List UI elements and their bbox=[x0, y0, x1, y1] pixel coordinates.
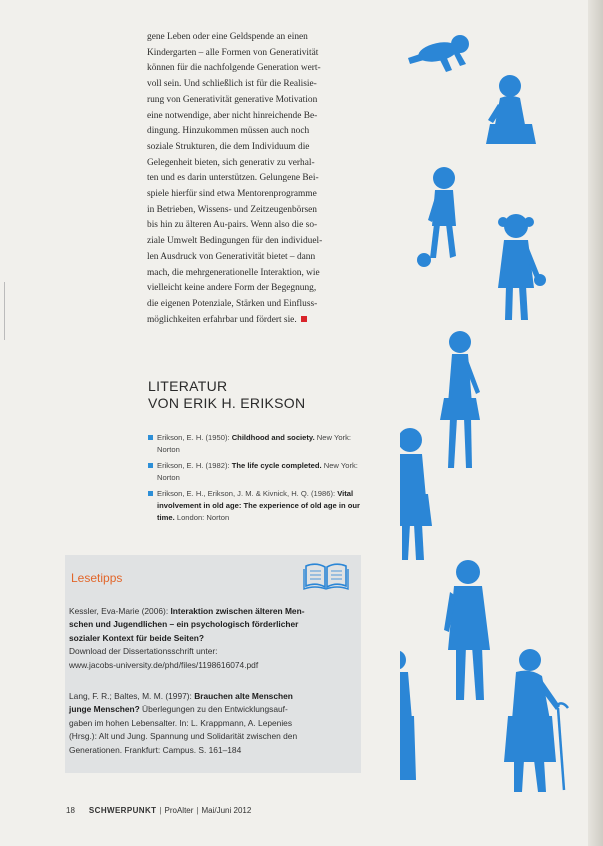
page-edge bbox=[588, 0, 603, 846]
tip-line: Generationen. Frankfurt: Campus. S. 161–184 bbox=[69, 744, 242, 755]
body-line: ten und es darin unterstützen. Gelungene Bei- bbox=[147, 173, 319, 184]
magazine-name: ProAlter bbox=[164, 806, 194, 815]
reference-title: Vital involvement in old age: The experience of old age in our time. bbox=[157, 489, 360, 522]
reference-list bbox=[148, 432, 360, 528]
footer-separator: | bbox=[159, 806, 162, 815]
body-line: voll sein. Und schließlich ist für die Realisie- bbox=[147, 79, 317, 90]
tip-line bbox=[69, 605, 359, 618]
article-body bbox=[147, 30, 359, 328]
body-line: Kindergarten – alle Formen von Generativität bbox=[147, 47, 319, 58]
body-line: dingung. Hinzukommen müssen auch noch bbox=[147, 126, 310, 137]
girl-figure bbox=[498, 214, 546, 320]
body-line: können für die nachfolgende Generation wert- bbox=[147, 63, 321, 74]
body-line: bis hin zu älteren Au-pairs. Wenn also die so- bbox=[147, 220, 318, 231]
tip-line bbox=[69, 703, 359, 716]
tip-line: gaben im hohen Lebensalter. In: L. Krappmann, A. Lepenies bbox=[69, 717, 293, 728]
tip-line: (Hrsg.): Alt und Jung. Spannung und Solidarität zwischen den bbox=[69, 731, 298, 742]
footer-separator: | bbox=[196, 806, 199, 815]
reading-tips-heading: Lesetipps bbox=[71, 571, 123, 585]
open-book-icon bbox=[302, 561, 350, 591]
body-line: gene Leben oder eine Geldspende an einen bbox=[147, 32, 308, 42]
body-line: rung von Generativität generative Motivation bbox=[147, 94, 318, 105]
reference-publisher: New York: Norton bbox=[157, 433, 351, 454]
body-line: die eigenen Potenziale, Stärken und Einfluss- bbox=[147, 298, 318, 309]
tip-title-line: schen und Jugendlichen – ein psychologisch förderlicher bbox=[69, 619, 299, 630]
body-line: vielleicht keine andere Form der Begegnung, bbox=[147, 283, 317, 294]
tip-title: Interaktion zwischen älteren Men- bbox=[170, 606, 305, 616]
body-line: Gelegenheit bieten, sich generativ zu verhal- bbox=[147, 157, 315, 168]
literature-heading-line1: LITERATUR bbox=[148, 378, 228, 394]
literature-heading bbox=[148, 378, 305, 412]
margin-mark bbox=[4, 282, 5, 340]
body-line: ziale Umwelt Bedingungen für den individuel- bbox=[147, 236, 323, 247]
adult-woman-figure bbox=[400, 428, 432, 560]
tip-author: Kessler, Eva-Marie (2006): bbox=[69, 606, 171, 616]
reading-tip-1 bbox=[69, 605, 359, 672]
tip-text: Überlegungen zu den Entwicklungsauf- bbox=[139, 704, 288, 715]
reference-item bbox=[148, 488, 360, 523]
literature-heading-line2: VON ERIK H. ERIKSON bbox=[148, 395, 306, 411]
body-line-text: möglichkeiten erfahrbar und fördert sie. bbox=[147, 314, 297, 325]
reading-tip-2 bbox=[69, 690, 359, 757]
body-line: mach, die mehrgenerationelle Interaktion, wie bbox=[147, 267, 320, 278]
section-name: SCHWERPUNKT bbox=[88, 806, 157, 815]
reading-tips-box bbox=[65, 555, 361, 773]
reference-item bbox=[148, 460, 360, 483]
reference-author: Erikson, E. H., Erikson, J. M. & Kivnick, H. Q. (1986): bbox=[157, 489, 338, 499]
elderly-woman-with-cane-figure bbox=[504, 649, 568, 792]
reference-author: Erikson, E. H. (1950): bbox=[157, 433, 232, 442]
body-line-last bbox=[147, 313, 359, 329]
toddler-sitting-figure bbox=[486, 75, 536, 144]
reference-publisher: London: Norton bbox=[174, 512, 230, 522]
body-line: soziale Strukturen, die dem Individuum die bbox=[147, 141, 310, 152]
reference-title: Childhood and society. bbox=[231, 433, 315, 442]
page-footer bbox=[66, 806, 251, 815]
body-line: len Ausdruck von Generativität bietet – dann bbox=[147, 251, 316, 262]
tip-title-line: sozialer Kontext für beide Seiten? bbox=[69, 632, 204, 643]
life-stages-illustration bbox=[400, 20, 590, 810]
baby-crawling-figure bbox=[408, 35, 469, 72]
child-with-ball-figure bbox=[417, 167, 456, 267]
middle-aged-woman-figure bbox=[444, 560, 490, 700]
tip-author: Lang, F. R.; Baltes, M. M. (1997): bbox=[69, 691, 195, 701]
body-line: spiele hierfür sind etwa Mentorenprogramme bbox=[147, 189, 317, 200]
young-woman-figure bbox=[440, 331, 480, 468]
issue-date: Mai/Juni 2012 bbox=[201, 806, 252, 815]
page-number: 18 bbox=[66, 806, 75, 815]
tip-line: Download der Dissertationsschrift unter: bbox=[69, 646, 218, 657]
tip-download-link[interactable]: www.jacobs-university.de/phd/files/1198616074.pdf bbox=[69, 659, 259, 670]
life-stages-svg bbox=[400, 20, 590, 810]
body-line: eine notwendige, aber nicht hinreichende Be- bbox=[147, 110, 318, 121]
end-of-article-mark bbox=[301, 316, 307, 322]
reference-title: The life cycle completed. bbox=[231, 461, 322, 471]
reference-author: Erikson, E. H. (1982): bbox=[157, 461, 232, 471]
reference-item bbox=[148, 432, 360, 455]
reference-publisher: New York: Norton bbox=[157, 461, 358, 482]
tip-title: Brauchen alte Menschen bbox=[194, 691, 293, 701]
tip-line bbox=[69, 690, 359, 703]
tip-title: junge Menschen? bbox=[69, 704, 140, 715]
body-line: in Betrieben, Wissens- und Zeitzeugenbörsen bbox=[147, 204, 317, 215]
seated-woman-figure bbox=[400, 650, 416, 780]
